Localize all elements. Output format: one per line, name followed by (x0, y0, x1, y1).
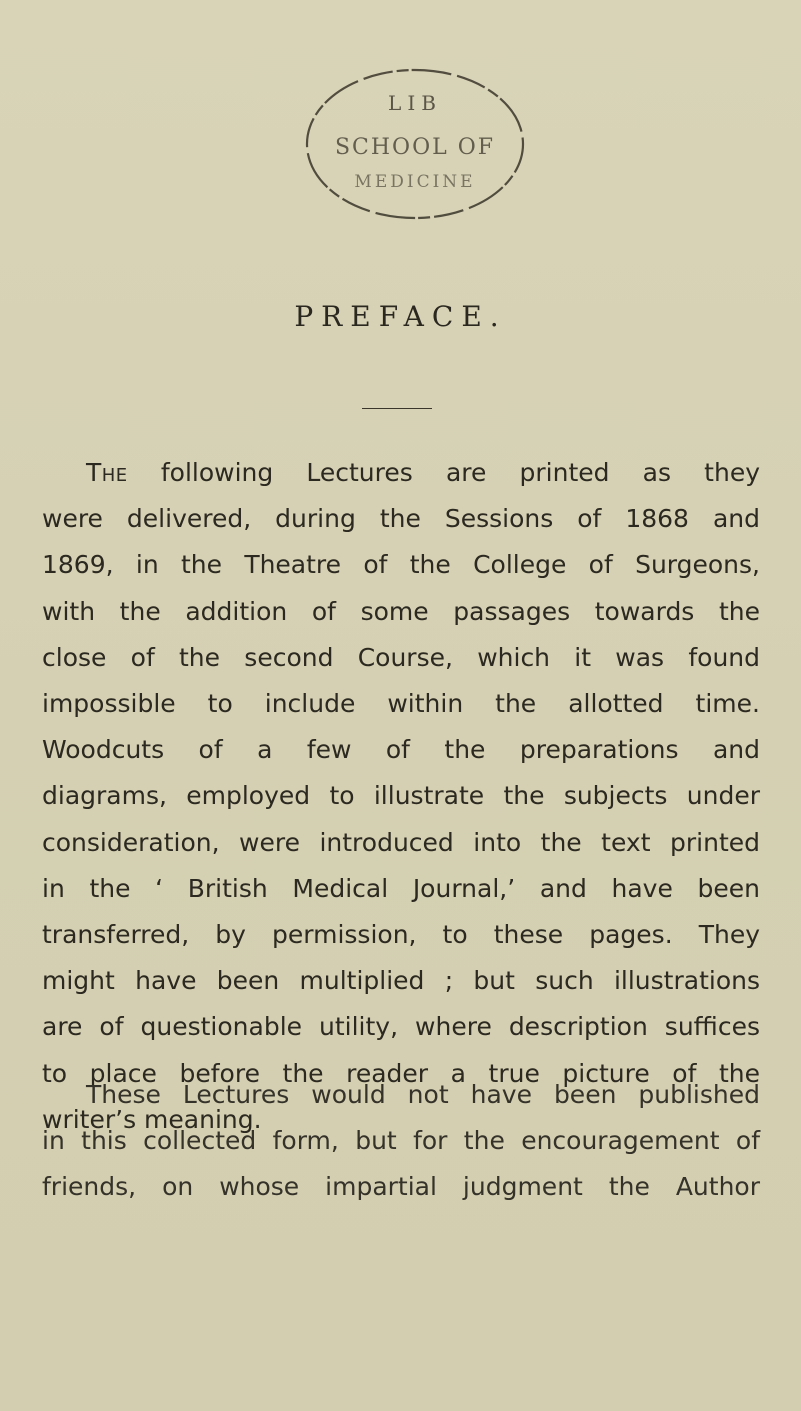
drop-word: The (86, 458, 128, 487)
stamp-bottom-text: MEDICINE (354, 172, 476, 192)
paragraph-line: friends, on whose impartial judgment the Author (42, 1172, 760, 1202)
title-divider (362, 408, 432, 409)
paragraph-line: 1869, in the Theatre of the College of Surgeons, (42, 550, 760, 580)
paragraph-line: were delivered, during the Sessions of 1868 and (42, 504, 760, 534)
paragraph-line: might have been multiplied ; but such illustrations (42, 966, 760, 996)
paragraph-line: The following Lectures are printed as they (86, 458, 760, 487)
paragraph-line: Woodcuts of a few of the preparations and (42, 735, 760, 765)
paragraph-line: impossible to include within the allotted time. (42, 689, 760, 719)
paragraph-line: close of the second Course, which it was found (42, 642, 760, 672)
paragraph-line: diagrams, employed to illustrate the subjects under (42, 781, 760, 811)
library-stamp (300, 62, 530, 227)
stamp-middle-text: SCHOOL OF (334, 135, 496, 160)
paragraph-line: in this collected form, but for the encouragement of (42, 1126, 760, 1156)
paragraph-2 (42, 1072, 760, 1211)
paragraph-line: These Lectures would not have been published (86, 1080, 760, 1109)
page-title: PREFACE. (294, 300, 507, 333)
paragraph-line: writer’s meaning. (42, 1104, 262, 1134)
paragraph-1 (42, 450, 760, 1143)
stamp-top-text: LIB (388, 91, 442, 115)
paragraph-line: transferred, by permission, to these pages. They (42, 920, 760, 950)
paragraph-line: to place before the reader a true picture of the (42, 1058, 760, 1088)
paragraph-line: consideration, were introduced into the text printed (42, 827, 760, 857)
paragraph-line: with the addition of some passages towards the (42, 596, 760, 626)
paragraph-line: are of questionable utility, where description suffices (42, 1012, 760, 1042)
paragraph-line: in the ‘ British Medical Journal,’ and have been (42, 873, 760, 903)
